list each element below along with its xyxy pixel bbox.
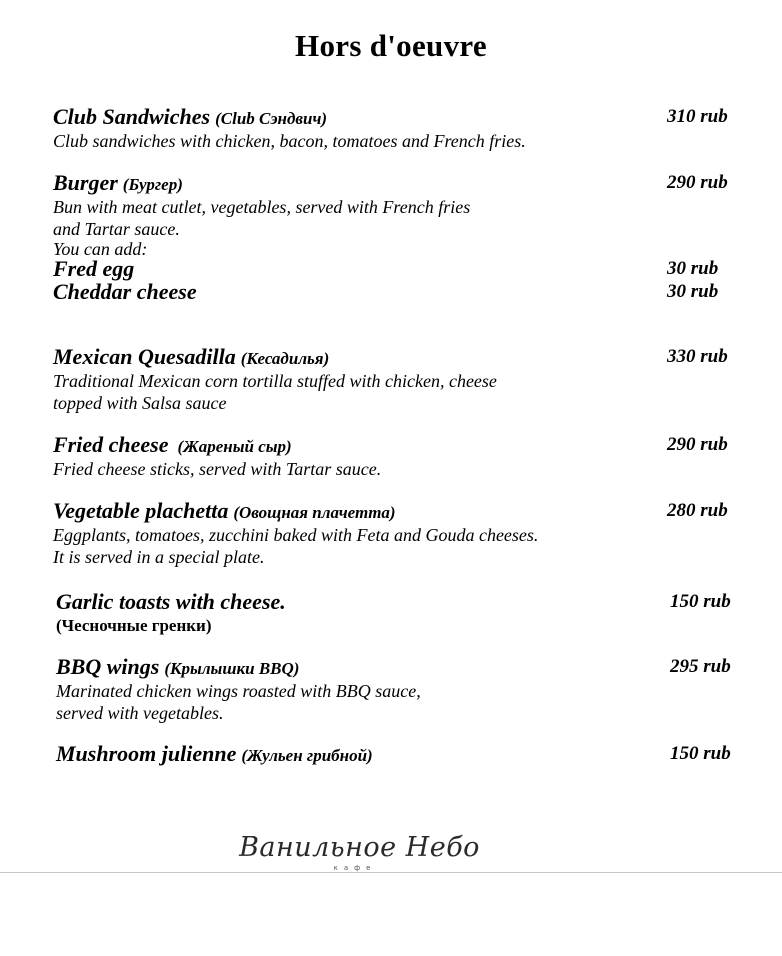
- addon-name: Cheddar cheese: [53, 279, 197, 304]
- addon-price: 30 rub: [667, 258, 719, 279]
- menu-item-mushroom-julienne: [56, 743, 756, 767]
- item-description: Marinated chicken wings roasted with BBQ sauce,: [56, 681, 421, 701]
- footer-logo: [0, 830, 782, 880]
- menu-item-mexican-quesadilla: [53, 346, 753, 414]
- item-name: Club Sandwiches: [53, 104, 211, 129]
- menu-item-vegetable-plachetta: [53, 500, 753, 568]
- item-name: Garlic toasts with cheese.: [56, 589, 286, 614]
- brand-subtitle: кафе: [300, 864, 410, 872]
- item-description: It is served in a special plate.: [53, 547, 265, 567]
- item-name-ru: (Бургер): [122, 175, 183, 194]
- menu-item-club-sandwiches: [53, 106, 753, 152]
- item-description: Bun with meat cutlet, vegetables, served with French fries: [53, 197, 471, 217]
- item-price: 295 rub: [670, 656, 731, 677]
- item-name: Fried cheese: [53, 432, 169, 457]
- addon-name: Fred egg: [53, 256, 135, 281]
- item-name-ru: (Жульен грибной): [241, 746, 373, 765]
- item-description: and Tartar sauce.: [53, 219, 180, 239]
- item-name: BBQ wings: [56, 654, 160, 679]
- addon-price: 30 rub: [667, 281, 719, 302]
- item-description: Eggplants, tomatoes, zucchini baked with Feta and Gouda cheeses.: [53, 525, 539, 545]
- item-price: 150 rub: [670, 743, 731, 764]
- item-name-ru: (Жареный сыр): [177, 437, 292, 456]
- item-name-ru: (Крылышки BBQ): [164, 659, 300, 678]
- item-name: Burger: [53, 170, 118, 195]
- menu-item-bbq-wings: [56, 656, 756, 724]
- item-description: topped with Salsa sauce: [53, 393, 227, 413]
- item-name-ru: (Чесночные гренки): [56, 616, 212, 635]
- item-description: You can add:: [53, 239, 148, 259]
- footer-divider: [0, 872, 782, 873]
- item-price: 330 rub: [667, 346, 728, 367]
- item-name-ru: (Кесадилья): [240, 349, 330, 368]
- menu-item-garlic-toasts: [56, 591, 756, 637]
- brand-name: Ванильное Небо: [239, 832, 480, 863]
- item-name: Mexican Quesadilla: [53, 344, 236, 369]
- addon-fred-egg: [53, 258, 753, 281]
- addon-cheddar-cheese: [53, 281, 753, 304]
- item-description: served with vegetables.: [56, 703, 224, 723]
- item-name: Mushroom julienne: [56, 741, 237, 766]
- item-description: Fried cheese sticks, served with Tartar sauce.: [53, 459, 382, 479]
- item-name: Vegetable plachetta: [53, 498, 229, 523]
- menu-item-fried-cheese: [53, 434, 753, 480]
- item-name-ru: (Овощная плачетта): [233, 503, 396, 522]
- menu-item-burger: [53, 172, 753, 304]
- item-price: 290 rub: [667, 434, 728, 455]
- item-name-ru: (Club Сэндвич): [215, 109, 328, 128]
- item-description: Traditional Mexican corn tortilla stuffed with chicken, cheese: [53, 371, 497, 391]
- item-price: 310 rub: [667, 106, 728, 127]
- item-price: 280 rub: [667, 500, 728, 521]
- item-description: Club sandwiches with chicken, bacon, tomatoes and French fries.: [53, 131, 526, 151]
- item-price: 150 rub: [670, 591, 731, 612]
- item-price: 290 rub: [667, 172, 728, 193]
- page-title: Hors d'oeuvre: [295, 28, 487, 63]
